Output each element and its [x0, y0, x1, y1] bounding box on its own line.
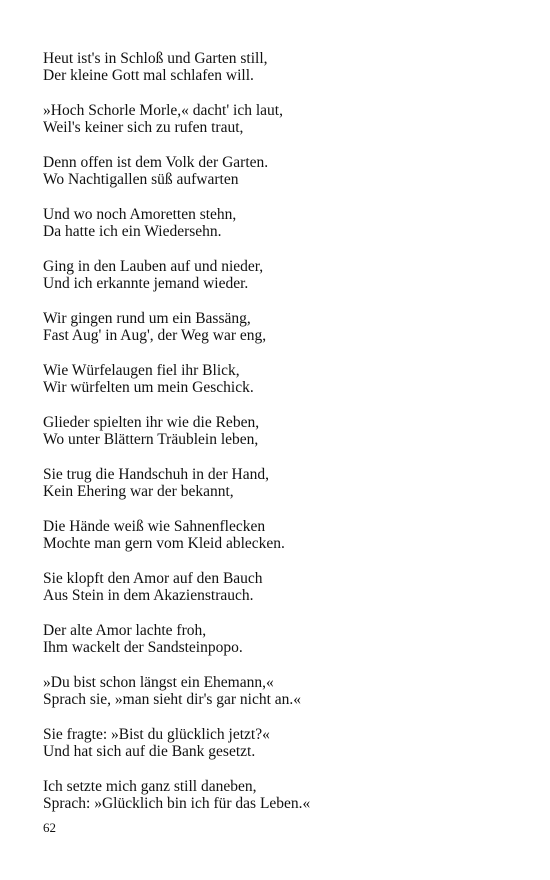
poem-line: »Hoch Schorle Morle,« dacht' ich laut,: [43, 102, 283, 119]
poem-line: Wir gingen rund um ein Bassäng,: [43, 310, 251, 327]
poem-line: »Du bist schon längst ein Ehemann,«: [43, 674, 274, 691]
stanza: [43, 362, 503, 396]
stanza: [43, 778, 503, 812]
stanza: [43, 466, 503, 500]
poem-line: Wo unter Blättern Träublein leben,: [43, 431, 259, 448]
poem-line: Sie fragte: »Bist du glücklich jetzt?«: [43, 726, 270, 743]
poem-line: Ich setzte mich ganz still daneben,: [43, 778, 257, 795]
stanza: [43, 50, 503, 84]
poem-line: Da hatte ich ein Wiedersehn.: [43, 223, 222, 240]
stanza: [43, 726, 503, 760]
stanza: [43, 570, 503, 604]
stanza: [43, 414, 503, 448]
poem-line: Wie Würfelaugen fiel ihr Blick,: [43, 362, 240, 379]
poem-line: Fast Aug' in Aug', der Weg war eng,: [43, 327, 267, 344]
poem-line: Wir würfelten um mein Geschick.: [43, 379, 254, 396]
stanza: [43, 622, 503, 656]
stanza: [43, 154, 503, 188]
stanza: [43, 518, 503, 552]
poem-line: Heut ist's in Schloß und Garten still,: [43, 50, 268, 67]
stanza: [43, 674, 503, 708]
poem-line: Aus Stein in dem Akazienstrauch.: [43, 587, 254, 604]
poem-body: [43, 50, 503, 830]
stanza: [43, 310, 503, 344]
poem-line: Und hat sich auf die Bank gesetzt.: [43, 743, 256, 760]
poem-line: Sie trug die Handschuh in der Hand,: [43, 466, 269, 483]
stanza: [43, 206, 503, 240]
stanza: [43, 102, 503, 136]
poem-line: Sie klopft den Amor auf den Bauch: [43, 570, 263, 587]
poem-line: Ging in den Lauben auf und nieder,: [43, 258, 264, 275]
poem-line: Ihm wackelt der Sandsteinpopo.: [43, 639, 243, 656]
poem-line: Die Hände weiß wie Sahnenflecken: [43, 518, 266, 535]
stanza: [43, 258, 503, 292]
poem-line: Der kleine Gott mal schlafen will.: [43, 67, 254, 84]
poem-line: Und ich erkannte jemand wieder.: [43, 275, 249, 292]
poem-line: Glieder spielten ihr wie die Reben,: [43, 414, 260, 431]
poem-line: Mochte man gern vom Kleid ablecken.: [43, 535, 285, 552]
poem-line: Und wo noch Amoretten stehn,: [43, 206, 237, 223]
poem-line: Sprach sie, »man sieht dir's gar nicht an.«: [43, 691, 302, 708]
poem-line: Wo Nachtigallen süß aufwarten: [43, 171, 239, 188]
poem-line: Sprach: »Glücklich bin ich für das Leben.«: [43, 795, 311, 812]
poem-line: Denn offen ist dem Volk der Garten.: [43, 154, 269, 171]
poem-line: Kein Ehering war der bekannt,: [43, 483, 234, 500]
poem-line: Weil's keiner sich zu rufen traut,: [43, 119, 244, 136]
poem-line: Der alte Amor lachte froh,: [43, 622, 207, 639]
page-number: 62: [43, 820, 56, 835]
